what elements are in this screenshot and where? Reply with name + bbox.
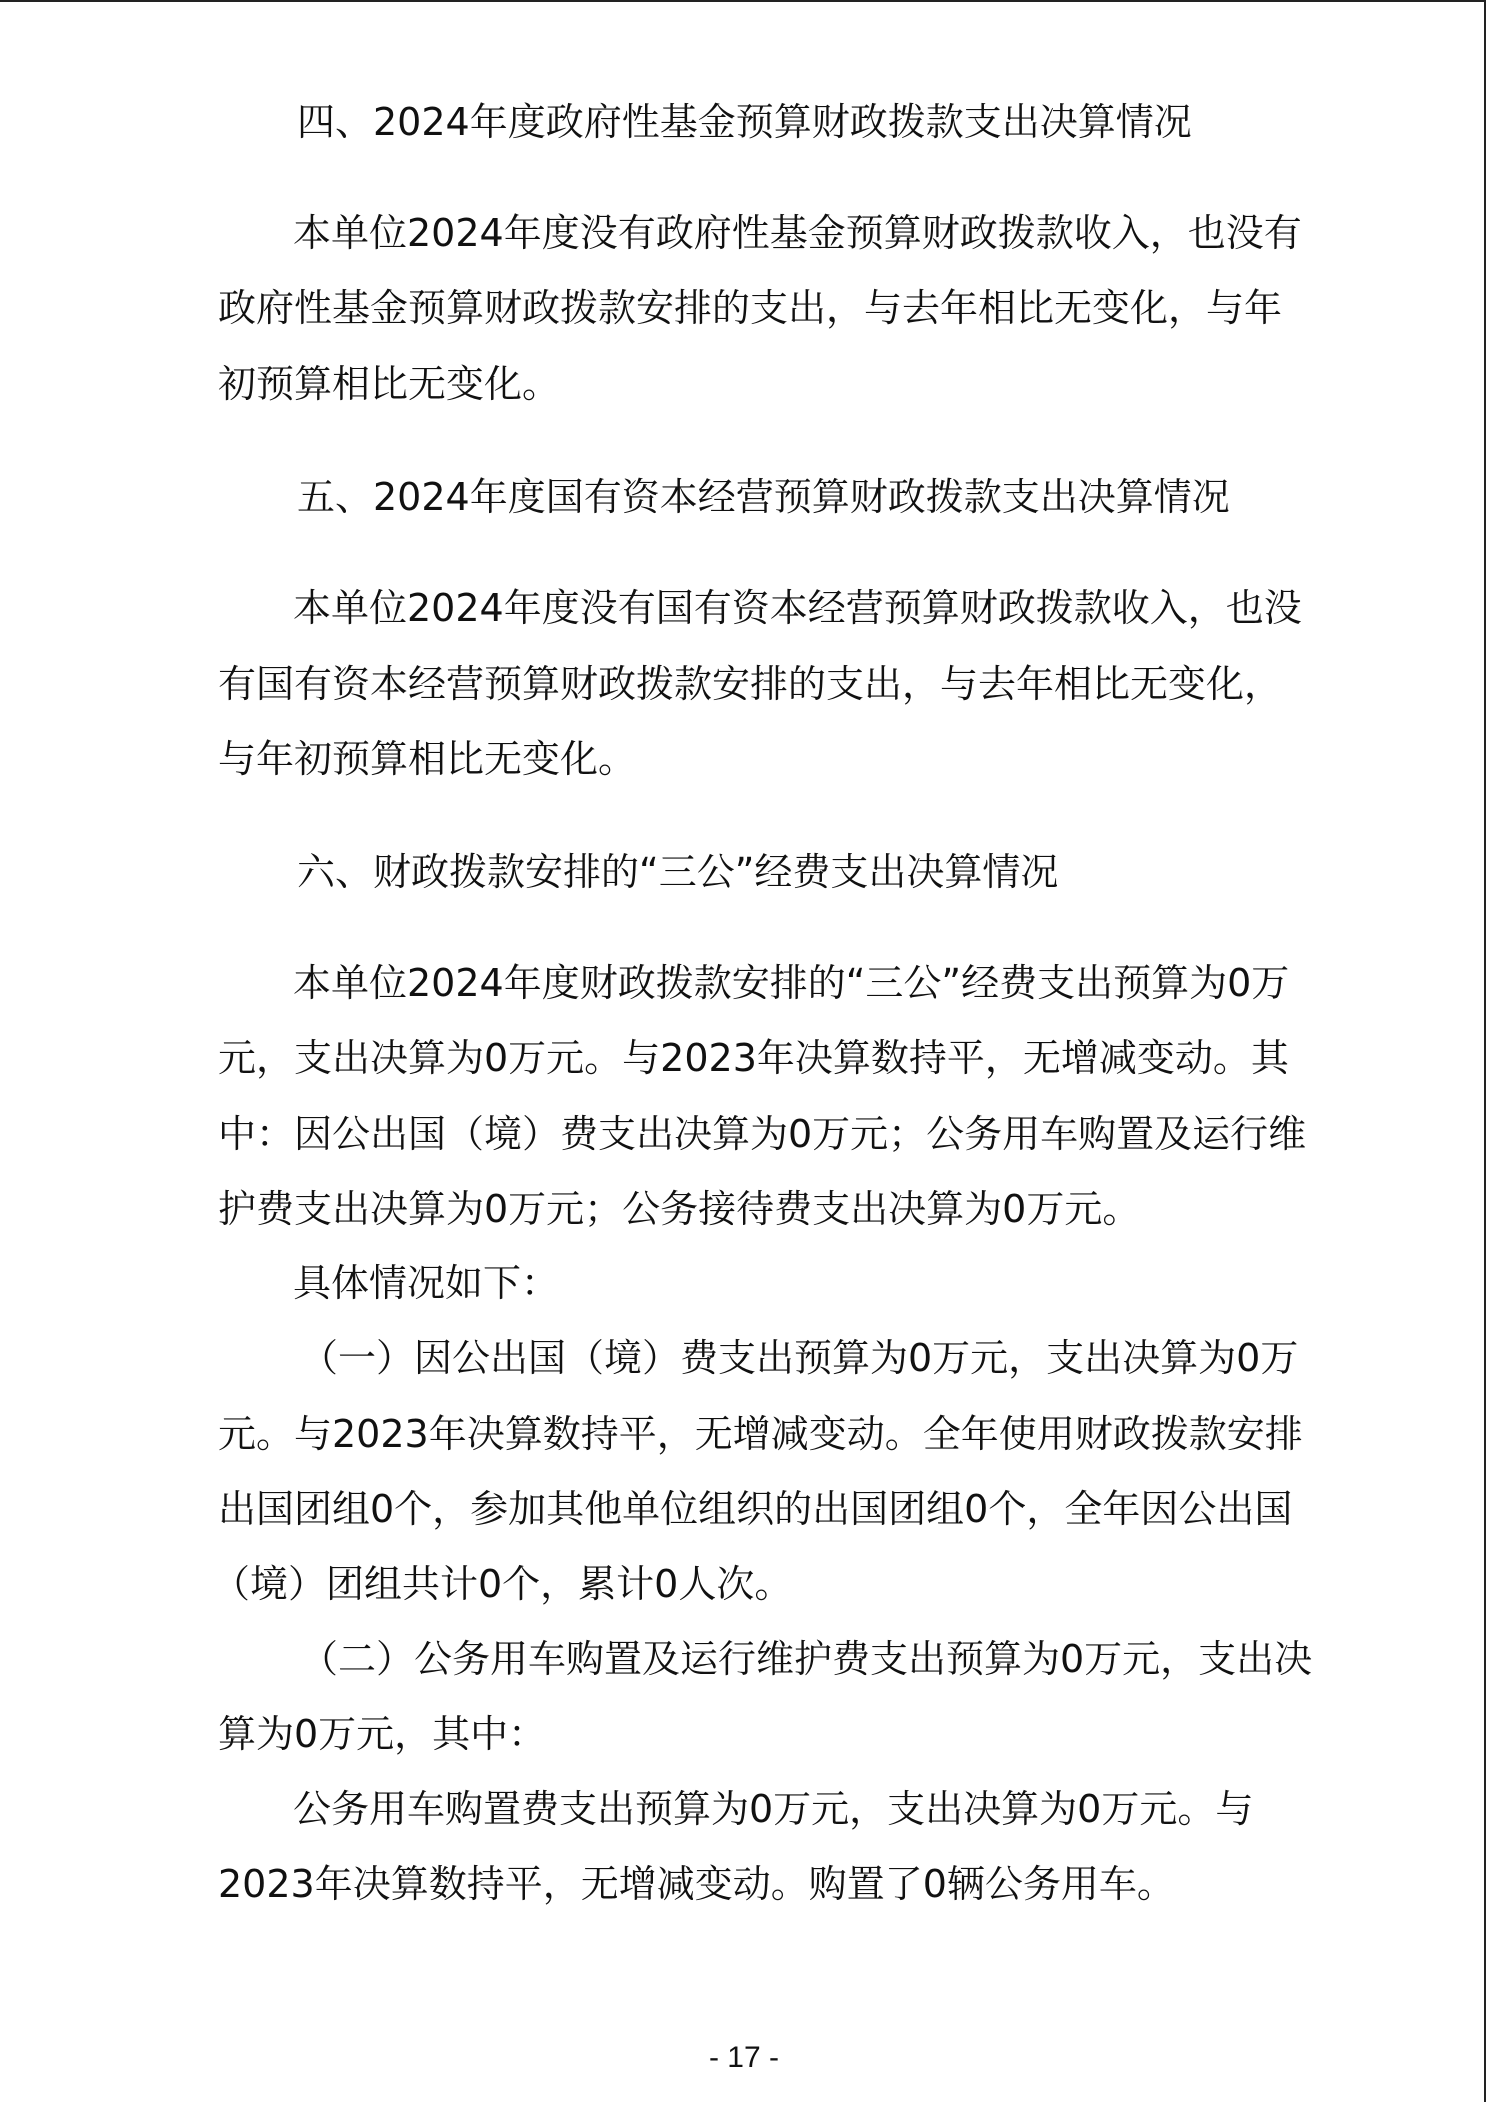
paragraph-line: 公务用车购置费支出预算为0万元，支出决算为0万元。与: [293, 1787, 1254, 1831]
paragraph-line: 算为0万元，其中：: [218, 1712, 547, 1756]
paragraph-line: 本单位2024年度没有政府性基金预算财政拨款收入，也没有: [293, 211, 1302, 255]
paragraph-line: 政府性基金预算财政拨款安排的支出，与去年相比无变化，与年: [218, 286, 1283, 330]
paragraph-line: 出国团组0个，参加其他单位组织的出国团组0个，全年因公出国: [218, 1487, 1293, 1531]
section-heading-government-fund: 四、2024年度政府性基金预算财政拨款支出决算情况: [297, 100, 1192, 144]
paragraph-line: 护费支出决算为0万元；公务接待费支出决算为0万元。: [218, 1187, 1141, 1231]
paragraph-line: 具体情况如下：: [293, 1261, 560, 1305]
paragraph-line: 2023年决算数持平，无增减变动。购置了0辆公务用车。: [218, 1862, 1175, 1906]
paragraph-line: （境）团组共计0个，累计0人次。: [212, 1562, 793, 1606]
paragraph-line: 与年初预算相比无变化。: [218, 737, 637, 781]
paragraph-line: （二）公务用车购置及运行维护费支出预算为0万元，支出决: [300, 1637, 1313, 1681]
paragraph-line: 本单位2024年度没有国有资本经营预算财政拨款收入，也没: [293, 586, 1302, 630]
paragraph-line: 中：因公出国（境）费支出决算为0万元；公务用车购置及运行维: [218, 1112, 1307, 1156]
paragraph-line: （一）因公出国（境）费支出预算为0万元，支出决算为0万: [300, 1336, 1299, 1380]
page-number: - 17 -: [708, 2041, 780, 2074]
section-heading-three-public: 六、财政拨款安排的“三公”经费支出决算情况: [297, 850, 1059, 894]
paragraph-line: 本单位2024年度财政拨款安排的“三公”经费支出预算为0万: [293, 961, 1290, 1005]
paragraph-line: 元，支出决算为0万元。与2023年决算数持平，无增减变动。其: [218, 1036, 1289, 1080]
paragraph-line: 有国有资本经营预算财政拨款安排的支出，与去年相比无变化，: [218, 662, 1283, 706]
section-heading-state-capital: 五、2024年度国有资本经营预算财政拨款支出决算情况: [297, 475, 1230, 519]
paragraph-line: 元。与2023年决算数持平，无增减变动。全年使用财政拨款安排: [218, 1412, 1303, 1456]
paragraph-line: 初预算相比无变化。: [218, 362, 561, 406]
